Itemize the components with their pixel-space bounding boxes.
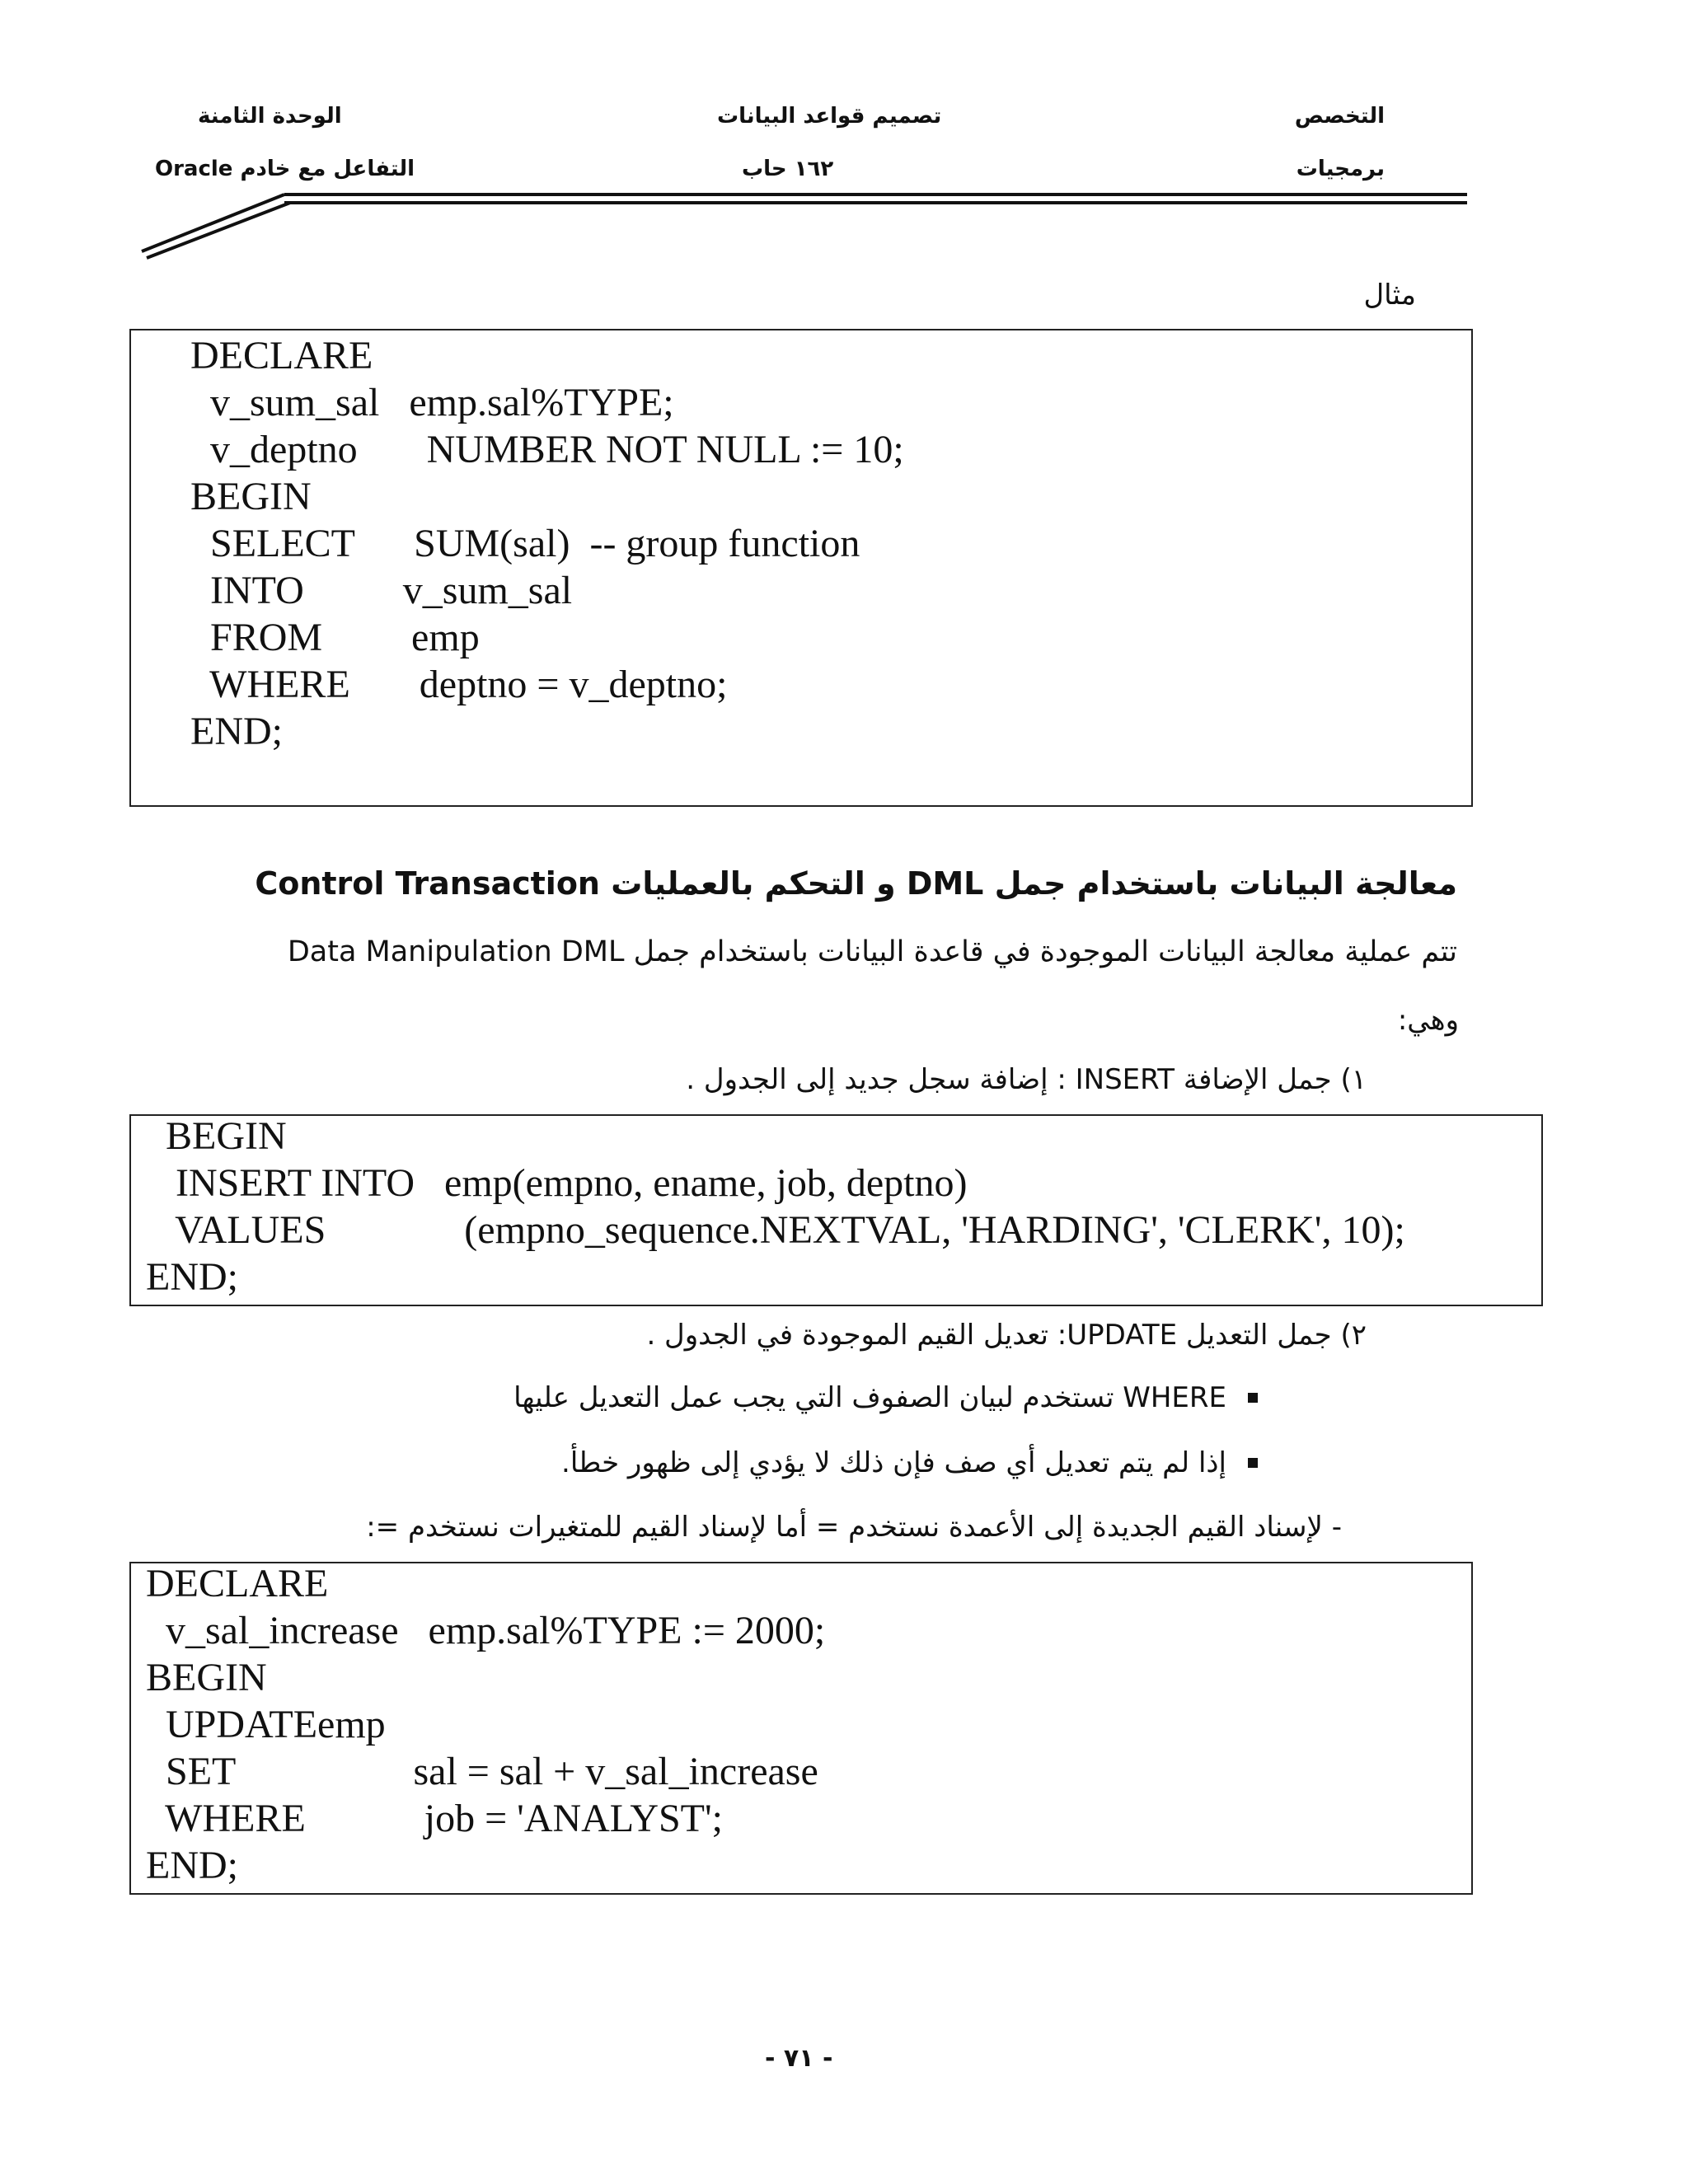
code-block-3-text — [146, 1560, 825, 1889]
code-block-1-text — [171, 332, 904, 755]
section-heading: معالجة البيانات باستخدام جمل DML و التحكم بالعمليات Control Transaction — [255, 865, 1457, 902]
code-line: END; — [171, 710, 283, 753]
bullet-marker-1 — [1248, 1393, 1258, 1403]
bullet-no-error — [561, 1446, 1226, 1479]
code-line: FROM emp — [171, 616, 480, 659]
example-label: مثال — [1363, 279, 1416, 312]
header-course-code: ١٦٢ حاب — [742, 157, 834, 181]
code-block-update — [129, 1562, 1473, 1895]
intro-paragraph: تتم عملية معالجة البيانات الموجودة في قاعدة البيانات باستخدام جمل Data Manipulation DML — [287, 935, 1457, 968]
code-block-insert — [129, 1114, 1543, 1306]
page-number: - ٧١ - — [765, 2044, 833, 2073]
code-block-2-text — [146, 1113, 1405, 1301]
code-line: INSERT INTO emp(empno, ename, job, deptno) — [146, 1161, 968, 1205]
code-line: SELECT SUM(sal) -- group function — [171, 522, 860, 565]
bullet-where-text: WHERE تستخدم لبيان الصفوف التي يجب عمل التعديل عليها — [513, 1381, 1226, 1414]
assignment-note: - لإسناد القيم الجديدة إلى الأعمدة نستخدم = أما لإسناد القيم للمتغيرات نستخدم =: — [366, 1511, 1342, 1544]
code-line: SET sal = sal + v_sal_increase — [146, 1750, 818, 1793]
code-line: v_sal_increase emp.sal%TYPE := 2000; — [146, 1609, 826, 1652]
code-line: DECLARE — [146, 1562, 329, 1605]
bullet-no-error-text: إذا لم يتم تعديل أي صف فإن ذلك لا يؤدي إلى ظهور خطأ. — [561, 1446, 1226, 1479]
code-line: BEGIN — [171, 475, 312, 518]
update-item: ٢) جمل التعديل UPDATE: تعديل القيم الموجودة في الجدول . — [646, 1319, 1367, 1352]
header-specialty-label: التخصص — [1294, 104, 1385, 129]
code-line: BEGIN — [146, 1114, 287, 1158]
code-line: VALUES (empno_sequence.NEXTVAL, 'HARDING', 'CLERK', 10); — [146, 1208, 1405, 1252]
code-line: DECLARE — [171, 334, 373, 377]
insert-item: ١) جمل الإضافة INSERT : إضافة سجل جديد إلى الجدول . — [686, 1063, 1367, 1096]
bullet-marker-2 — [1248, 1458, 1258, 1468]
code-line: WHERE job = 'ANALYST'; — [146, 1797, 723, 1840]
header-rule — [0, 0, 1688, 280]
header-unit-topic: التفاعل مع خادم Oracle — [155, 157, 415, 181]
header-unit-label: الوحدة الثامنة — [198, 104, 342, 129]
code-line: WHERE deptno = v_deptno; — [171, 663, 728, 706]
code-line: BEGIN — [146, 1656, 267, 1699]
code-line: v_deptno NUMBER NOT NULL := 10; — [171, 428, 904, 471]
bullet-where — [513, 1381, 1226, 1414]
code-line: INTO v_sum_sal — [171, 569, 573, 612]
code-line: UPDATEemp — [146, 1703, 386, 1746]
header-course-title: تصميم قواعد البيانات — [717, 104, 942, 129]
intro-paragraph-continuation: وهي: — [1397, 1004, 1459, 1037]
code-line: END; — [146, 1255, 238, 1299]
code-block-declare-select — [129, 329, 1473, 807]
code-line: END; — [146, 1844, 238, 1887]
code-line: v_sum_sal emp.sal%TYPE; — [171, 381, 674, 424]
header-specialty-value: برمجيات — [1296, 157, 1385, 181]
